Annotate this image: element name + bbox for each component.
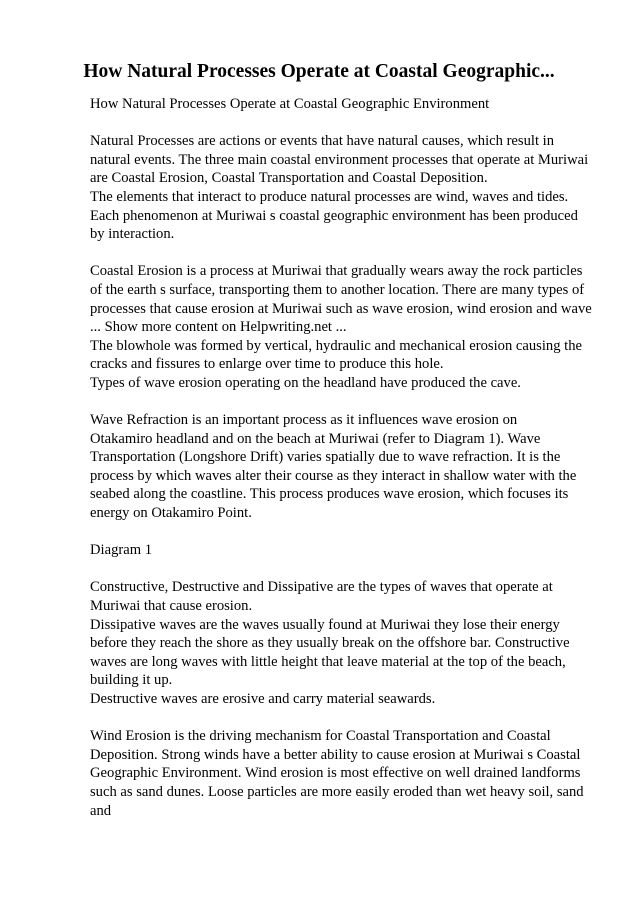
text-line: by interaction. — [90, 226, 175, 243]
text-line: Types of wave erosion operating on the headland have produced the cave. — [90, 374, 521, 391]
text-line: natural events. The three main coastal environment processes that operate at Muriwai — [90, 151, 589, 168]
paragraph — [90, 411, 595, 523]
text-line: Wave Refraction is an important process as it influences wave erosion on — [90, 412, 518, 429]
text-line: Destructive waves are erosive and carry material seawards. — [90, 691, 436, 707]
text-line: building it up. — [90, 672, 173, 689]
text-line: and — [90, 802, 112, 819]
text-line: process by which waves alter their course as they interact in shallow water with the — [90, 467, 577, 484]
text-line: ... Show more content on Helpwriting.net ... — [90, 319, 347, 336]
document-body — [90, 95, 595, 839]
paragraph — [90, 578, 595, 708]
paragraph — [90, 541, 595, 560]
text-line: Coastal Erosion is a process at Muriwai that gradually wears away the rock particles — [90, 263, 583, 280]
paragraph — [90, 262, 595, 392]
text-line: Diagram 1 — [90, 542, 153, 559]
paragraph — [90, 132, 595, 244]
text-line: of the earth s surface, transporting them to another location. There are many types of — [90, 281, 585, 298]
text-line: Geographic Environment. Wind erosion is most effective on well drained landforms — [90, 765, 581, 782]
text-line: Transportation (Longshore Drift) varies spatially due to wave refraction. It is the — [90, 449, 561, 466]
text-line: are Coastal Erosion, Coastal Transportation and Coastal Deposition. — [90, 170, 488, 187]
paragraph — [90, 95, 595, 114]
text-line: seabed along the coastline. This process produces wave erosion, which focuses its — [90, 486, 569, 503]
text-line: Dissipative waves are the waves usually found at Muriwai they lose their energy — [90, 616, 560, 633]
text-line: Each phenomenon at Muriwai s coastal geographic environment has been produced — [90, 207, 578, 224]
text-line: Deposition. Strong winds have a better ability to cause erosion at Muriwai s Coastal — [90, 746, 581, 763]
text-line: How Natural Processes Operate at Coastal Geographic Environment — [90, 96, 490, 112]
text-line: Constructive, Destructive and Dissipative are the types of waves that operate at — [90, 579, 553, 596]
text-line: The blowhole was formed by vertical, hydraulic and mechanical erosion causing the — [90, 337, 582, 354]
text-line: The elements that interact to produce natural processes are wind, waves and tides. — [90, 188, 569, 205]
text-line: waves are long waves with little height that leave material at the top of the beach, — [90, 653, 566, 670]
text-line: before they reach the shore as they usually break on the offshore bar. Constructive — [90, 635, 570, 652]
text-line: processes that cause erosion at Muriwai such as wave erosion, wind erosion and wave — [90, 300, 592, 317]
text-line: Otakamiro headland and on the beach at Muriwai (refer to Diagram 1). Wave — [90, 430, 541, 447]
text-line: such as sand dunes. Loose particles are more easily eroded than wet heavy soil, sand — [90, 783, 584, 800]
text-line: Muriwai that cause erosion. — [90, 598, 253, 615]
document-title: How Natural Processes Operate at Coastal Geographic... — [83, 61, 555, 82]
text-line: energy on Otakamiro Point. — [90, 505, 252, 522]
paragraph — [90, 727, 595, 820]
text-line: Wind Erosion is the driving mechanism for Coastal Transportation and Coastal — [90, 728, 551, 745]
text-line: Natural Processes are actions or events that have natural causes, which result in — [90, 133, 554, 150]
text-line: cracks and fissures to enlarge over time to produce this hole. — [90, 356, 444, 373]
